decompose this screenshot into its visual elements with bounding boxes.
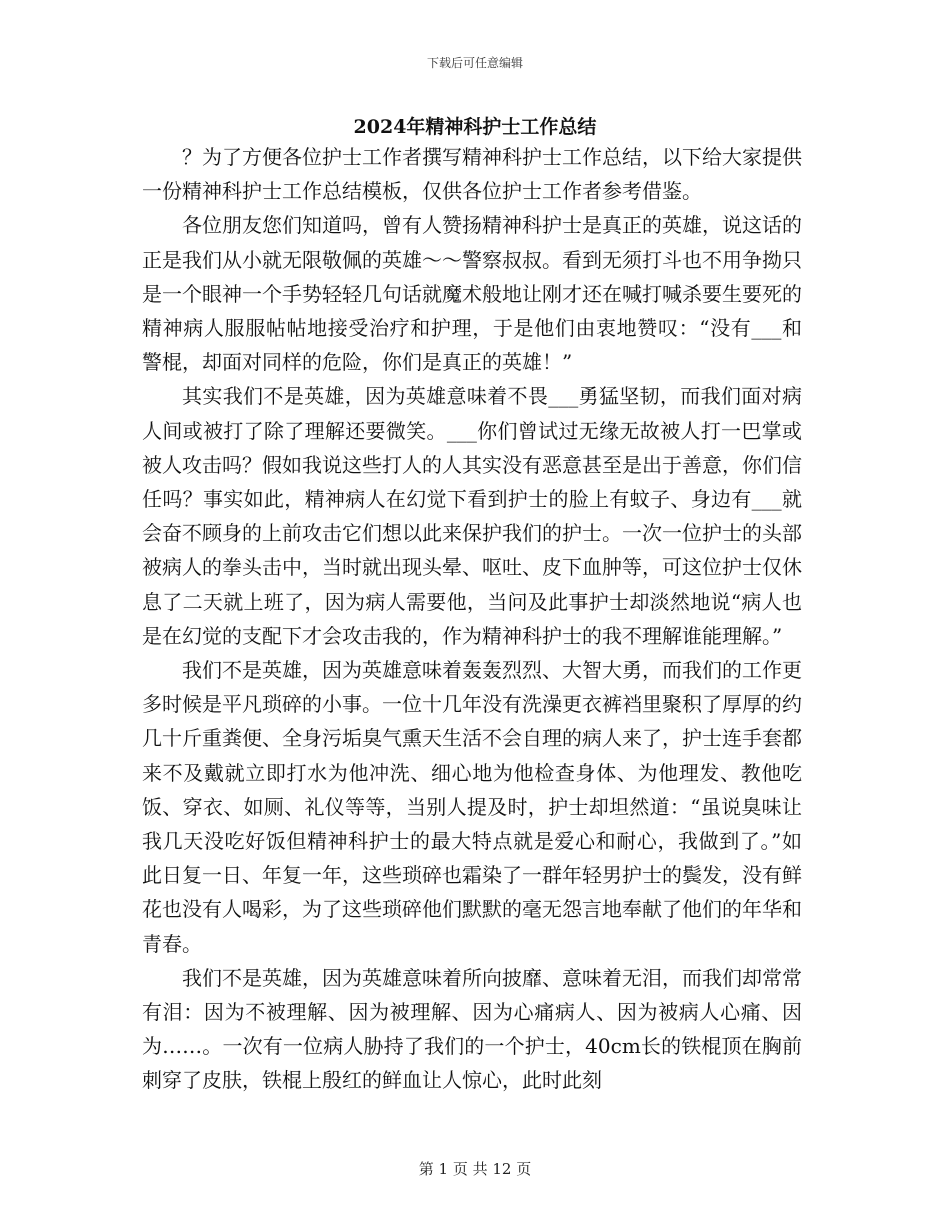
document-body: [142, 140, 802, 1098]
paragraph-5: 我们不是英雄，因为英雄意味着所向披靡、意味着无泪，而我们却常常有泪：因为不被理解、因为被理解、因为心痛病人、因为被病人心痛、因为……。一次有一位病人胁持了我们的一个护士，40cm长的铁棍顶在胸前刺穿了皮肤，铁棍上殷红的鲜血让人惊心，此时此刻: [142, 965, 802, 1093]
paragraph-2: 各位朋友您们知道吗，曾有人赞扬精神科护士是真正的英雄，说这话的正是我们从小就无限敬佩的英雄～～警察叔叔。看到无须打斗也不用争拗只是一个眼神一个手势轻轻几句话就魔术般地让刚才还在喊打喊杀要生要死的精神病人服服帖帖地接受治疗和护理，于是他们由衷地赞叹：“没有___和警棍，却面对同样的危险，你们是真正的英雄！”: [142, 213, 802, 375]
document-title: 2024年精神科护士工作总结: [353, 116, 597, 138]
page-header-note: 下载后可任意编辑: [426, 56, 523, 70]
paragraph-4: 我们不是英雄，因为英雄意味着轰轰烈烈、大智大勇，而我们的工作更多时候是平凡琐碎的小事。一位十几年没有洗澡更衣裤裆里聚积了厚厚的约几十斤重粪便、全身污垢臭气熏天生活不会自理的病人来了，护士连手套都来不及戴就立即打水为他冲洗、细心地为他检查身体、为他理发、教他吃饭、穿衣、如厕、礼仪等等，当别人提及时，护士却坦然道：“虽说臭味让我几天没吃好饭但精神科护士的最大特点就是爱心和耐心，我做到了。”如此日复一日、年复一年，这些琐碎也霜染了一群年轻男护士的鬓发，没有鲜花也没有人喝彩，为了这些琐碎他们默默的毫无怨言地奉献了他们的年华和青春。: [142, 658, 802, 956]
page-footer: 第 1 页 共 12 页: [418, 1160, 532, 1178]
paragraph-3: 其实我们不是英雄，因为英雄意味着不畏___勇猛坚韧，而我们面对病人间或被打了除了理解还要微笑。___你们曾试过无缘无故被人打一巴掌或被人攻击吗？假如我说这些打人的人其实没有恶意甚至是出于善意，你们信任吗？事实如此，精神病人在幻觉下看到护士的脸上有蚊子、身边有___就会奋不顾身的上前攻击它们想以此来保护我们的护士。一次一位护士的头部被病人的拳头击中，当时就出现头晕、呕吐、皮下血肿等，可这位护士仅休息了二天就上班了，因为病人需要他，当问及此事护士却淡然地说“病人也是在幻觉的支配下才会攻击我的，作为精神科护士的我不理解谁能理解。”: [142, 384, 802, 648]
paragraph-1: ？为了方便各位护士工作者撰写精神科护士工作总结，以下给大家提供一份精神科护士工作总结模板，仅供各位护士工作者参考借鉴。: [142, 145, 802, 204]
